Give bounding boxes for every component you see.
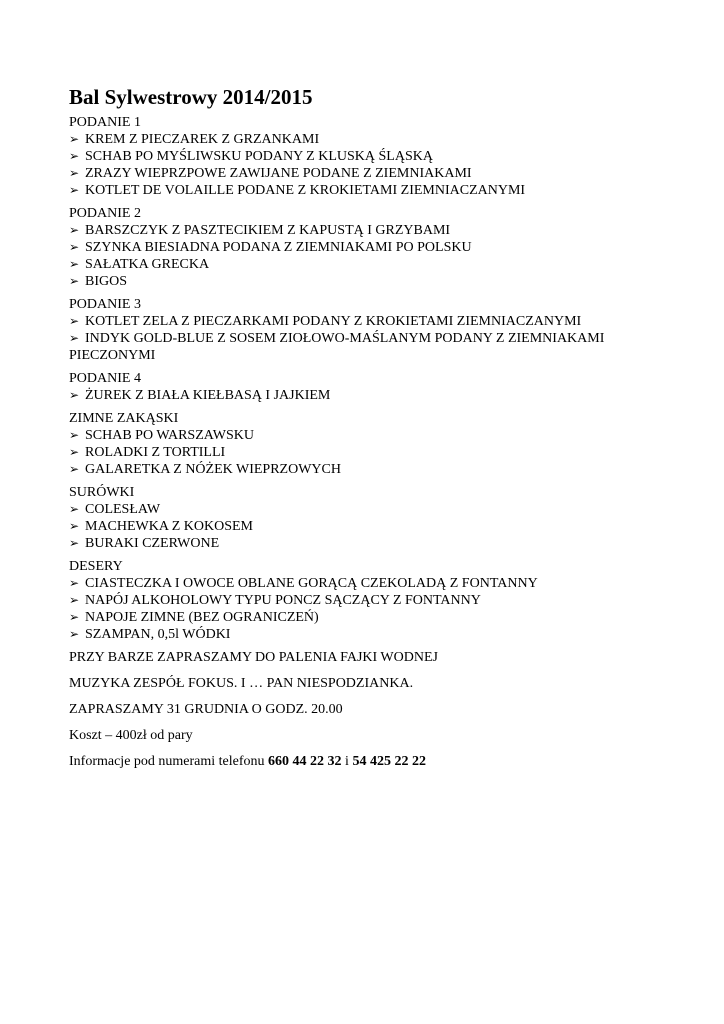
list-item-text: CIASTECZKA I OWOCE OBLANE GORĄCĄ CZEKOLADĄ Z FONTANNY (85, 576, 538, 591)
menu-section (69, 410, 689, 478)
menu-section (69, 484, 689, 552)
list-item (69, 387, 689, 404)
section-header: PODANIE 1 (69, 115, 141, 130)
list-item (69, 518, 689, 535)
arrow-bullet-icon: ➢ (69, 240, 80, 254)
list-item (69, 592, 689, 609)
document-page (69, 84, 689, 779)
list-item-text: MACHEWKA Z KOKOSEM (85, 519, 253, 534)
arrow-bullet-icon: ➢ (69, 274, 80, 288)
section-header: PODANIE 4 (69, 371, 141, 386)
arrow-bullet-icon: ➢ (69, 183, 80, 197)
list-item (69, 501, 689, 518)
list-item-text: SCHAB PO MYŚLIWSKU PODANY Z KLUSKĄ ŚLĄSKĄ (85, 149, 433, 164)
list-item-text: NAPOJE ZIMNE (BEZ OGRANICZEŃ) (85, 610, 319, 625)
hookah-note: PRZY BARZE ZAPRASZAMY DO PALENIA FAJKI WODNEJ (69, 650, 438, 665)
list-item (69, 222, 689, 239)
list-item (69, 131, 689, 148)
section-header: DESERY (69, 559, 123, 574)
arrow-bullet-icon: ➢ (69, 502, 80, 516)
arrow-bullet-icon: ➢ (69, 462, 80, 476)
menu-section (69, 205, 689, 290)
list-item-text: ROLADKI Z TORTILLI (85, 445, 226, 460)
arrow-bullet-icon: ➢ (69, 223, 80, 237)
list-item-text: BARSZCZYK Z PASZTECIKIEM Z KAPUSTĄ I GRZYBAMI (85, 223, 451, 238)
list-item-text: ZRAZY WIEPRZPOWE ZAWIJANE PODANE Z ZIEMNIAKAMI (85, 166, 472, 181)
list-item (69, 256, 689, 273)
list-item-text: COLESŁAW (85, 502, 161, 517)
phone-number-1: 660 44 22 32 (268, 754, 342, 769)
contact-prefix: Informacje pod numerami telefonu (69, 754, 269, 769)
invitation-note: ZAPRASZAMY 31 GRUDNIA O GODZ. 20.00 (69, 702, 343, 717)
arrow-bullet-icon: ➢ (69, 610, 80, 624)
arrow-bullet-icon: ➢ (69, 627, 80, 641)
section-header: SURÓWKI (69, 485, 135, 500)
list-item (69, 461, 689, 478)
contact-joiner: i (341, 754, 353, 769)
arrow-bullet-icon: ➢ (69, 314, 80, 328)
section-header: PODANIE 3 (69, 297, 141, 312)
list-item-text: BURAKI CZERWONE (85, 536, 220, 551)
arrow-bullet-icon: ➢ (69, 519, 80, 533)
list-item-text: KOTLET ZELA Z PIECZARKAMI PODANY Z KROKIETAMI ZIEMNIACZANYMI (85, 314, 582, 329)
list-item (69, 330, 689, 364)
menu-section (69, 296, 689, 364)
list-item-text: SCHAB PO WARSZAWSKU (85, 428, 254, 443)
cost-note: Koszt – 400zł od pary (69, 728, 193, 743)
list-item-text: GALARETKA Z NÓŻEK WIEPRZOWYCH (85, 462, 341, 477)
list-item (69, 444, 689, 461)
section-header: PODANIE 2 (69, 206, 141, 221)
arrow-bullet-icon: ➢ (69, 149, 80, 163)
arrow-bullet-icon: ➢ (69, 428, 80, 442)
contact-info (69, 753, 689, 770)
arrow-bullet-icon: ➢ (69, 331, 80, 345)
list-item (69, 239, 689, 256)
list-item-text: SZAMPAN, 0,5l WÓDKI (85, 627, 231, 642)
list-item (69, 165, 689, 182)
list-item (69, 535, 689, 552)
section-header: ZIMNE ZAKĄSKI (69, 411, 179, 426)
document-title: Bal Sylwestrowy 2014/2015 (69, 85, 313, 109)
menu-section (69, 370, 689, 404)
arrow-bullet-icon: ➢ (69, 132, 80, 146)
list-item (69, 626, 689, 643)
list-item (69, 427, 689, 444)
arrow-bullet-icon: ➢ (69, 536, 80, 550)
arrow-bullet-icon: ➢ (69, 257, 80, 271)
menu-section (69, 558, 689, 643)
list-item-text: SZYNKA BIESIADNA PODANA Z ZIEMNIAKAMI PO POLSKU (85, 240, 472, 255)
list-item-text: BIGOS (85, 274, 128, 289)
list-item (69, 609, 689, 626)
list-item-text: ŻUREK Z BIAŁA KIEŁBASĄ I JAJKIEM (85, 388, 331, 403)
phone-number-2: 54 425 22 22 (352, 754, 426, 769)
arrow-bullet-icon: ➢ (69, 388, 80, 402)
list-item-text: KOTLET DE VOLAILLE PODANE Z KROKIETAMI ZIEMNIACZANYMI (85, 183, 526, 198)
list-item-text: SAŁATKA GRECKA (85, 257, 210, 272)
music-note: MUZYKA ZESPÓŁ FOKUS. I … PAN NIESPODZIANKA. (69, 676, 414, 691)
list-item (69, 182, 689, 199)
list-item-text: INDYK GOLD-BLUE Z SOSEM ZIOŁOWO-MAŚLANYM PODANY Z ZIEMNIAKAMI PIECZONYMI (69, 331, 605, 363)
list-item (69, 273, 689, 290)
list-item-text: NAPÓJ ALKOHOLOWY TYPU PONCZ SĄCZĄCY Z FONTANNY (85, 593, 481, 608)
arrow-bullet-icon: ➢ (69, 593, 80, 607)
list-item (69, 313, 689, 330)
list-item-text: KREM Z PIECZAREK Z GRZANKAMI (85, 132, 320, 147)
arrow-bullet-icon: ➢ (69, 166, 80, 180)
list-item (69, 575, 689, 592)
arrow-bullet-icon: ➢ (69, 576, 80, 590)
arrow-bullet-icon: ➢ (69, 445, 80, 459)
list-item (69, 148, 689, 165)
menu-section (69, 114, 689, 199)
